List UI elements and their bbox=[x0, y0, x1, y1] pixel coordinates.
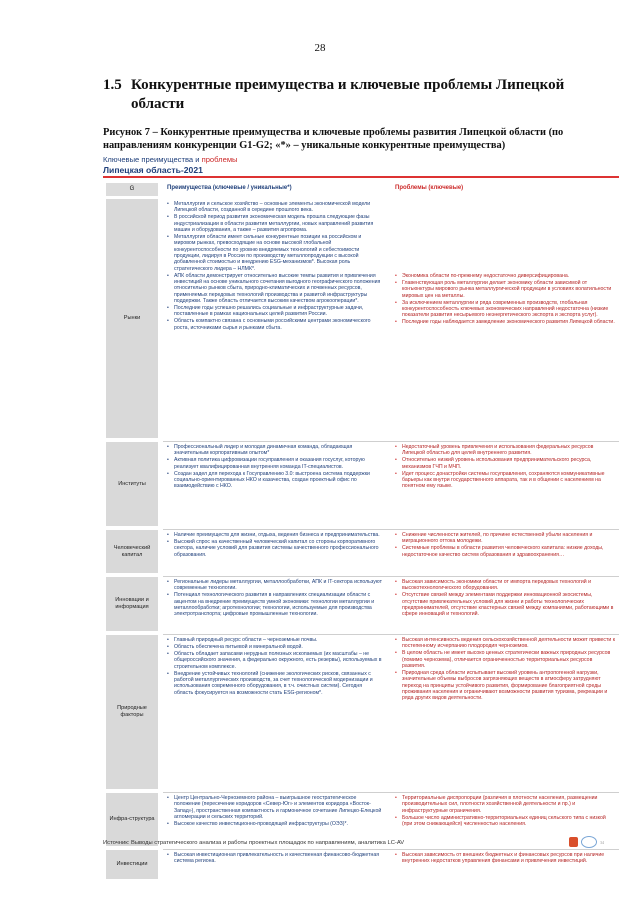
table-row bbox=[103, 442, 619, 528]
problems-cell bbox=[395, 444, 617, 490]
strengths-cell bbox=[167, 852, 382, 865]
logo-caption: 34 bbox=[600, 839, 604, 845]
page-number: 28 bbox=[314, 42, 326, 54]
problem-item: • Недостаточный уровень привлечения и использования федеральных ресурсов Липецкой областью для целей внутреннего развития. bbox=[395, 444, 617, 457]
strength-item: • Высокий спрос на качественный человеческий капитал со стороны корпоративного сектора, наличие условий для развития системы качественного профессионального образования. bbox=[167, 539, 382, 558]
problem-item: • Высокая зависимость экономики области от импорта передовых технологий и высокотехнологического оборудования. bbox=[395, 579, 617, 592]
problems-cell bbox=[395, 273, 617, 327]
row-label: Институты bbox=[106, 442, 158, 526]
problem-item: • Системные проблемы в области развития человеческого капитала: низкие доходы, недостаточное качество систем образования и здравоохранения… bbox=[395, 545, 617, 558]
problem-item: • За исключением металлургии и ряда современных производств, глобальная конкурентоспособность ключевых экономических направлений недостаточна (низкие показатели развития несырьевого неэнергетического экспорта и экспорта услуг). bbox=[395, 300, 617, 319]
strength-item: • Региональные лидеры металлургии, металлообработки, АПК и IT-сектора используют современные технологии. bbox=[167, 579, 382, 592]
row-separator bbox=[163, 441, 619, 442]
problem-item: • Последние годы наблюдается замедление экономического развития Липецкой области. bbox=[395, 319, 617, 325]
figure-divider bbox=[103, 176, 619, 178]
problems-cell bbox=[395, 852, 617, 865]
table-row bbox=[103, 577, 619, 633]
problem-item: • Идет процесс донастройки системы госуправления, сохраняются коммуникативные барьеры как внутри государственного аппарата, так и в общении с населением на понятном ему языке. bbox=[395, 471, 617, 490]
source-note: Источник: Выводы стратегического анализа и работы проектных площадок по направлениям, аналитика LC-AV bbox=[103, 840, 405, 846]
table-header bbox=[103, 183, 619, 197]
row-label: Инновации и информация bbox=[106, 577, 158, 631]
row-separator bbox=[163, 792, 619, 793]
section-title bbox=[103, 76, 573, 114]
table-row bbox=[103, 850, 619, 881]
problem-item: • В целом область не имеет высоко ценных стратегически важных природных ресурсов (помимо чернозема), отличается ограниченностью территориальных ресурсов развития. bbox=[395, 650, 617, 669]
emblem-icon bbox=[569, 837, 578, 847]
strength-item: • Область обладает запасами нерудных полезных ископаемых (их масштабы – не общероссийского значения, а федерально окружного, есть резервы), используемых в строительном комплексе. bbox=[167, 651, 382, 670]
row-label: Природные факторы bbox=[106, 635, 158, 789]
row-label: Человеческий капитал bbox=[106, 530, 158, 573]
strength-item: • Создан задел для перехода к Госуправлению 3.0: выстроена система поддержки социально-ориентированных НКО и казачества, создан проектный офис по взаимодействию с НКО. bbox=[167, 471, 382, 490]
strength-item: • АПК области демонстрирует относительно высокие темпы развития и привлечения инвестиций на основе уникального сочетания выгодного географического положения относительно рынков сбыта, природно-климатических и почвенных ресурсов, применяемых передовых технологий производства и развитой инфраструктуры поддержки. Также область отличается высоким качеством агрокооперации*. bbox=[167, 273, 382, 304]
strengths-cell bbox=[167, 444, 382, 490]
problem-item: • Снижение численности жителей, по причине естественной убыли населения и миграционного оттока молодежи. bbox=[395, 532, 617, 545]
row-separator bbox=[163, 529, 619, 530]
header-strengths: Преимущества (ключевые / уникальные*) bbox=[167, 185, 292, 191]
strengths-cell bbox=[167, 579, 382, 618]
header-g: G bbox=[106, 183, 158, 196]
section-title-text: Конкурентные преимущества и ключевые проблемы Липецкой области bbox=[131, 77, 565, 112]
strengths-cell bbox=[167, 637, 382, 697]
problems-cell bbox=[395, 579, 617, 618]
table-row bbox=[103, 199, 619, 440]
strength-item: • Металлургия области имеет сильные конкурентные позиции на российском и мировом рынках, превосходящие на основе высокой глобальной конкурентоспособности по уровню внедряемых технологий и себестоимости продукции, лидируя в России по производству металлопродукции с высокой добавленной стоимостью и внедрению ESG-механизмов*. Высокая роль стратегического лидера – НЛМК*. bbox=[167, 234, 382, 272]
problems-cell bbox=[395, 532, 617, 559]
table-row bbox=[103, 530, 619, 575]
problem-item: • Отсутствие связей между элементами поддержки инновационной экосистемы, отсутствие привлекательных условий для жизни и работы технологических предпринимателей, отсутствие кластерных связей между компаниями, работающими в сфере инноваций и технологий. bbox=[395, 592, 617, 617]
row-separator bbox=[163, 849, 619, 850]
problem-item: • Высокая интенсивность ведения сельскохозяйственной деятельности может привести к постепенному исчерпанию плодородия черноземов. bbox=[395, 637, 617, 650]
figure-heading-part1: Ключевые преимущества и bbox=[103, 155, 202, 164]
header-problems: Проблемы (ключевые) bbox=[395, 185, 464, 191]
figure-heading-part2: проблемы bbox=[201, 155, 238, 164]
strengths-cell bbox=[167, 201, 382, 332]
problem-item: • Экономика области по-прежнему недостаточно диверсифицирована. bbox=[395, 273, 617, 279]
strength-item: • Последние годы успешно решались социальные и инфраструктурные задачи, поставленные в рамках национальных целей развития России. bbox=[167, 305, 382, 318]
strength-item: • Область компактно связана с основными российскими центрами экономического роста, источниками сырья и рынками сбыта. bbox=[167, 318, 382, 331]
problems-cell bbox=[395, 795, 617, 828]
strength-item: • Внедрение устойчивых технологий (снижение экологических рисков, связанных с работой металлургических производств, за счет технологической модернизации и использования современного оборудования, в т.ч. очистных систем). Сегодня область фокусируется на возможности стать ESG-регионом*. bbox=[167, 671, 382, 696]
strength-item: • Высокая инвестиционная привлекательность и качественная финансово-бюджетная система региона. bbox=[167, 852, 382, 865]
row-label: Инфра-структура bbox=[106, 793, 158, 846]
problem-item: • Относительно низкий уровень использования предпринимательского ресурса, механизмов ГЧП и МЧП. bbox=[395, 457, 617, 470]
strength-item: • Металлургия и сельское хозяйство – основные элементы экономической модели Липецкой области, созданной в середине прошлого века. bbox=[167, 201, 382, 214]
strength-item: • Профессиональный лидер и молодая динамичная команда, обладающая значительным корпоративным опытом* bbox=[167, 444, 382, 457]
strengths-cell bbox=[167, 795, 382, 828]
strength-item: • Высокое качество инвестиционно-проводящей инфраструктуры (ОЭЗ)*. bbox=[167, 821, 382, 827]
logos bbox=[569, 835, 617, 849]
partner-logo-icon bbox=[581, 836, 597, 848]
strength-item: • Наличие преимуществ для жизни, отдыха, ведения бизнеса и предпринимательства. bbox=[167, 532, 382, 538]
section-number: 1.5 bbox=[103, 77, 122, 93]
row-separator bbox=[163, 634, 619, 635]
row-separator bbox=[163, 576, 619, 577]
figure-heading bbox=[103, 155, 238, 164]
strength-item: • Область обеспечена питьевой и минеральной водой. bbox=[167, 644, 382, 650]
problems-cell bbox=[395, 637, 617, 702]
figure-caption: Рисунок 7 – Конкурентные преимущества и ключевые проблемы развития Липецкой области (по направлениям конкуренции G1-G2; «*» – уникальные конкурентные преимущества) bbox=[103, 127, 564, 151]
problem-item: • Высокая зависимость от внешних бюджетных и финансовых ресурсов при наличие внутренних недостатков управления финансами и привлечения инвестиций. bbox=[395, 852, 617, 865]
problem-item: • Главенствующая роль металлургии делает экономику области зависимой от конъюнктуры мирового рынка металлургической продукции в условиях волатильности мировых цен на металлы. bbox=[395, 280, 617, 299]
strength-item: • Потенциал технологического развития в направлениях специализации области с акцентом на внедрение преимуществ умной экономики: технологии металлургии и металлообработки; агротехнологии; технологии, используемые для производства электротранспорта; цифровые промышленные технологии. bbox=[167, 592, 382, 617]
strength-item: • Центр Центрально-Черноземного района – выигрышное геостратегическое положение (пересечение коридоров «Север-Юг» и элементов коридора «Восток-Запад»), пространственная компактность и гармоничное сочетание Липецко-Елецкой агломерации и сельских территорий. bbox=[167, 795, 382, 820]
figure bbox=[103, 155, 619, 867]
strengths-cell bbox=[167, 532, 382, 559]
row-label: Инвестиции bbox=[106, 850, 158, 879]
row-label: Рынки bbox=[106, 199, 158, 438]
table-row bbox=[103, 635, 619, 791]
problem-item: • Природная среда области испытывает высокий уровень антропогенной нагрузки, значительные объемы выбросов загрязняющих веществ в атмосферу затрудняют переход на принципы устойчивого развития, формирование благоприятной среды проживания населения и ограничивают возможности развития туризма, рекреации и ряда других видов деятельности. bbox=[395, 670, 617, 701]
figure-subheading: Липецкая область-2021 bbox=[103, 165, 203, 175]
strength-item: • В российской период развития экономическая модель прошла следующие фазы индустриализации в области развития металлургии, новых направлений развития машин и оборудования, а также – развития агропрома. bbox=[167, 214, 382, 233]
strength-item: • Активная политика цифровизации госуправления и оказания госуслуг, которую реализует квалифицированная внутренняя команда IT-специалистов. bbox=[167, 457, 382, 470]
problem-item: • Территориальные диспропорции (различия в плотности населения, размещении производительных сил, плотности хозяйственной деятельности и пр.) и инфраструктурные ограничения. bbox=[395, 795, 617, 814]
strength-item: • Главный природный ресурс области – черноземные почвы. bbox=[167, 637, 382, 643]
problem-item: • Большое число административно-территориальных единиц сельского типа с низкой (при этом снижающейся) численностью населения. bbox=[395, 815, 617, 828]
